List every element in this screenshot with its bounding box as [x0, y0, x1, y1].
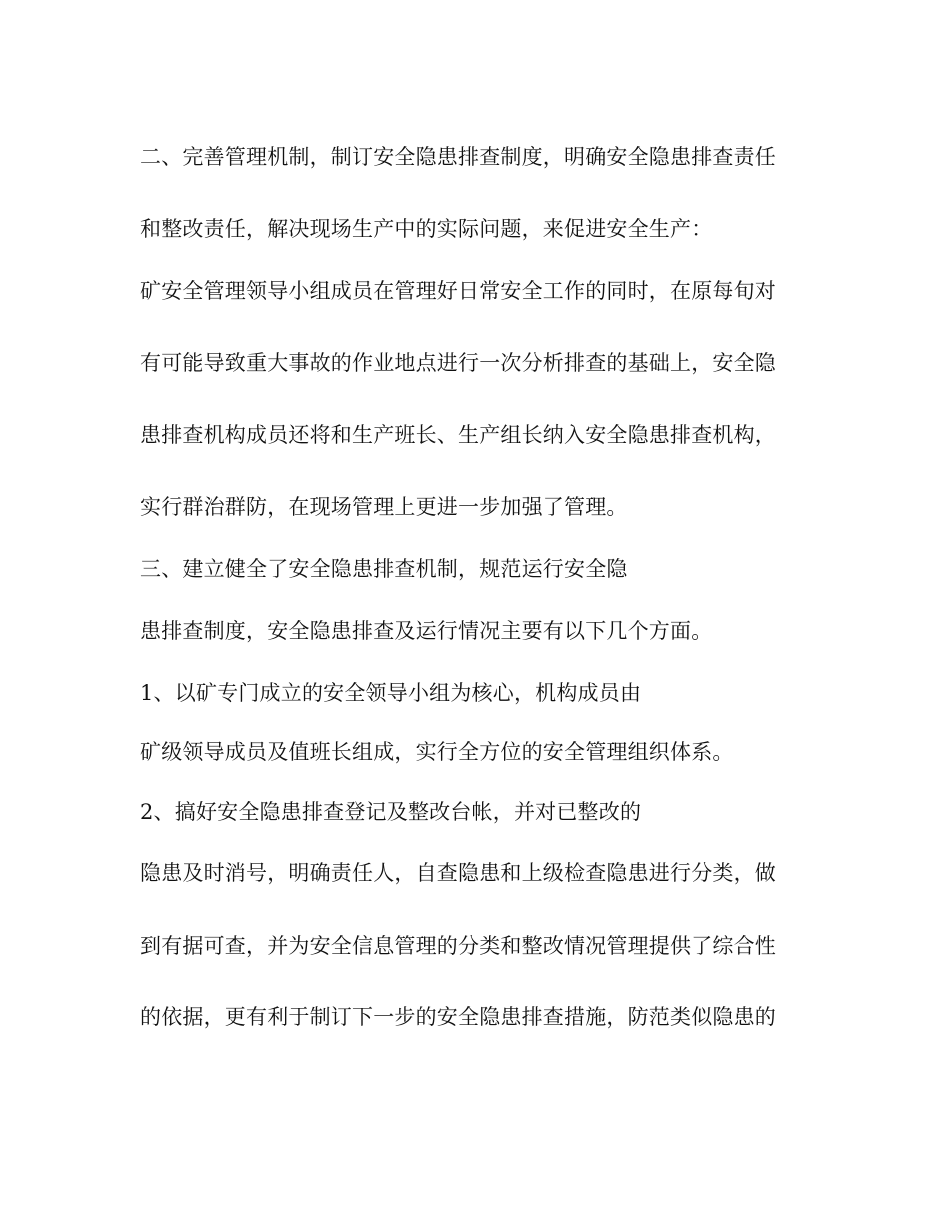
- text-line: 隐患及时消号，明确责任人，自查隐患和上级检查隐患进行分类，做: [140, 861, 776, 885]
- text-line: 患排查机构成员还将和生产班长、生产组长纳入安全隐患排查机构，: [140, 423, 776, 447]
- text-line: 患排查制度，安全隐患排查及运行情况主要有以下几个方面。: [140, 619, 713, 643]
- text-line: 矿级领导成员及值班长组成，实行全方位的安全管理组织体系。: [140, 740, 734, 764]
- text-line: 实行群治群防，在现场管理上更进一步加强了管理。: [140, 495, 628, 519]
- text-line: 三、建立健全了安全隐患排查机制，规范运行安全隐: [140, 557, 628, 581]
- text-line: 的依据，更有利于制订下一步的安全隐患排查措施，防范类似隐患的: [140, 1005, 776, 1029]
- text-line: 到有据可查，并为安全信息管理的分类和整改情况管理提供了综合性: [140, 934, 776, 958]
- text-line: 2、搞好安全隐患排查登记及整改台帐，并对已整改的: [140, 800, 642, 824]
- text-line: 有可能导致重大事故的作业地点进行一次分析排查的基础上，安全隐: [140, 351, 776, 375]
- text-line: 1、以矿专门成立的安全领导小组为核心，机构成员由: [140, 681, 642, 705]
- text-line: 和整改责任，解决现场生产中的实际问题，来促进安全生产：: [140, 217, 713, 241]
- text-line: 二、完善管理机制，制订安全隐患排查制度，明确安全隐患排查责任: [140, 145, 776, 169]
- text-line: 矿安全管理领导小组成员在管理好日常安全工作的同时，在原每旬对: [140, 279, 776, 303]
